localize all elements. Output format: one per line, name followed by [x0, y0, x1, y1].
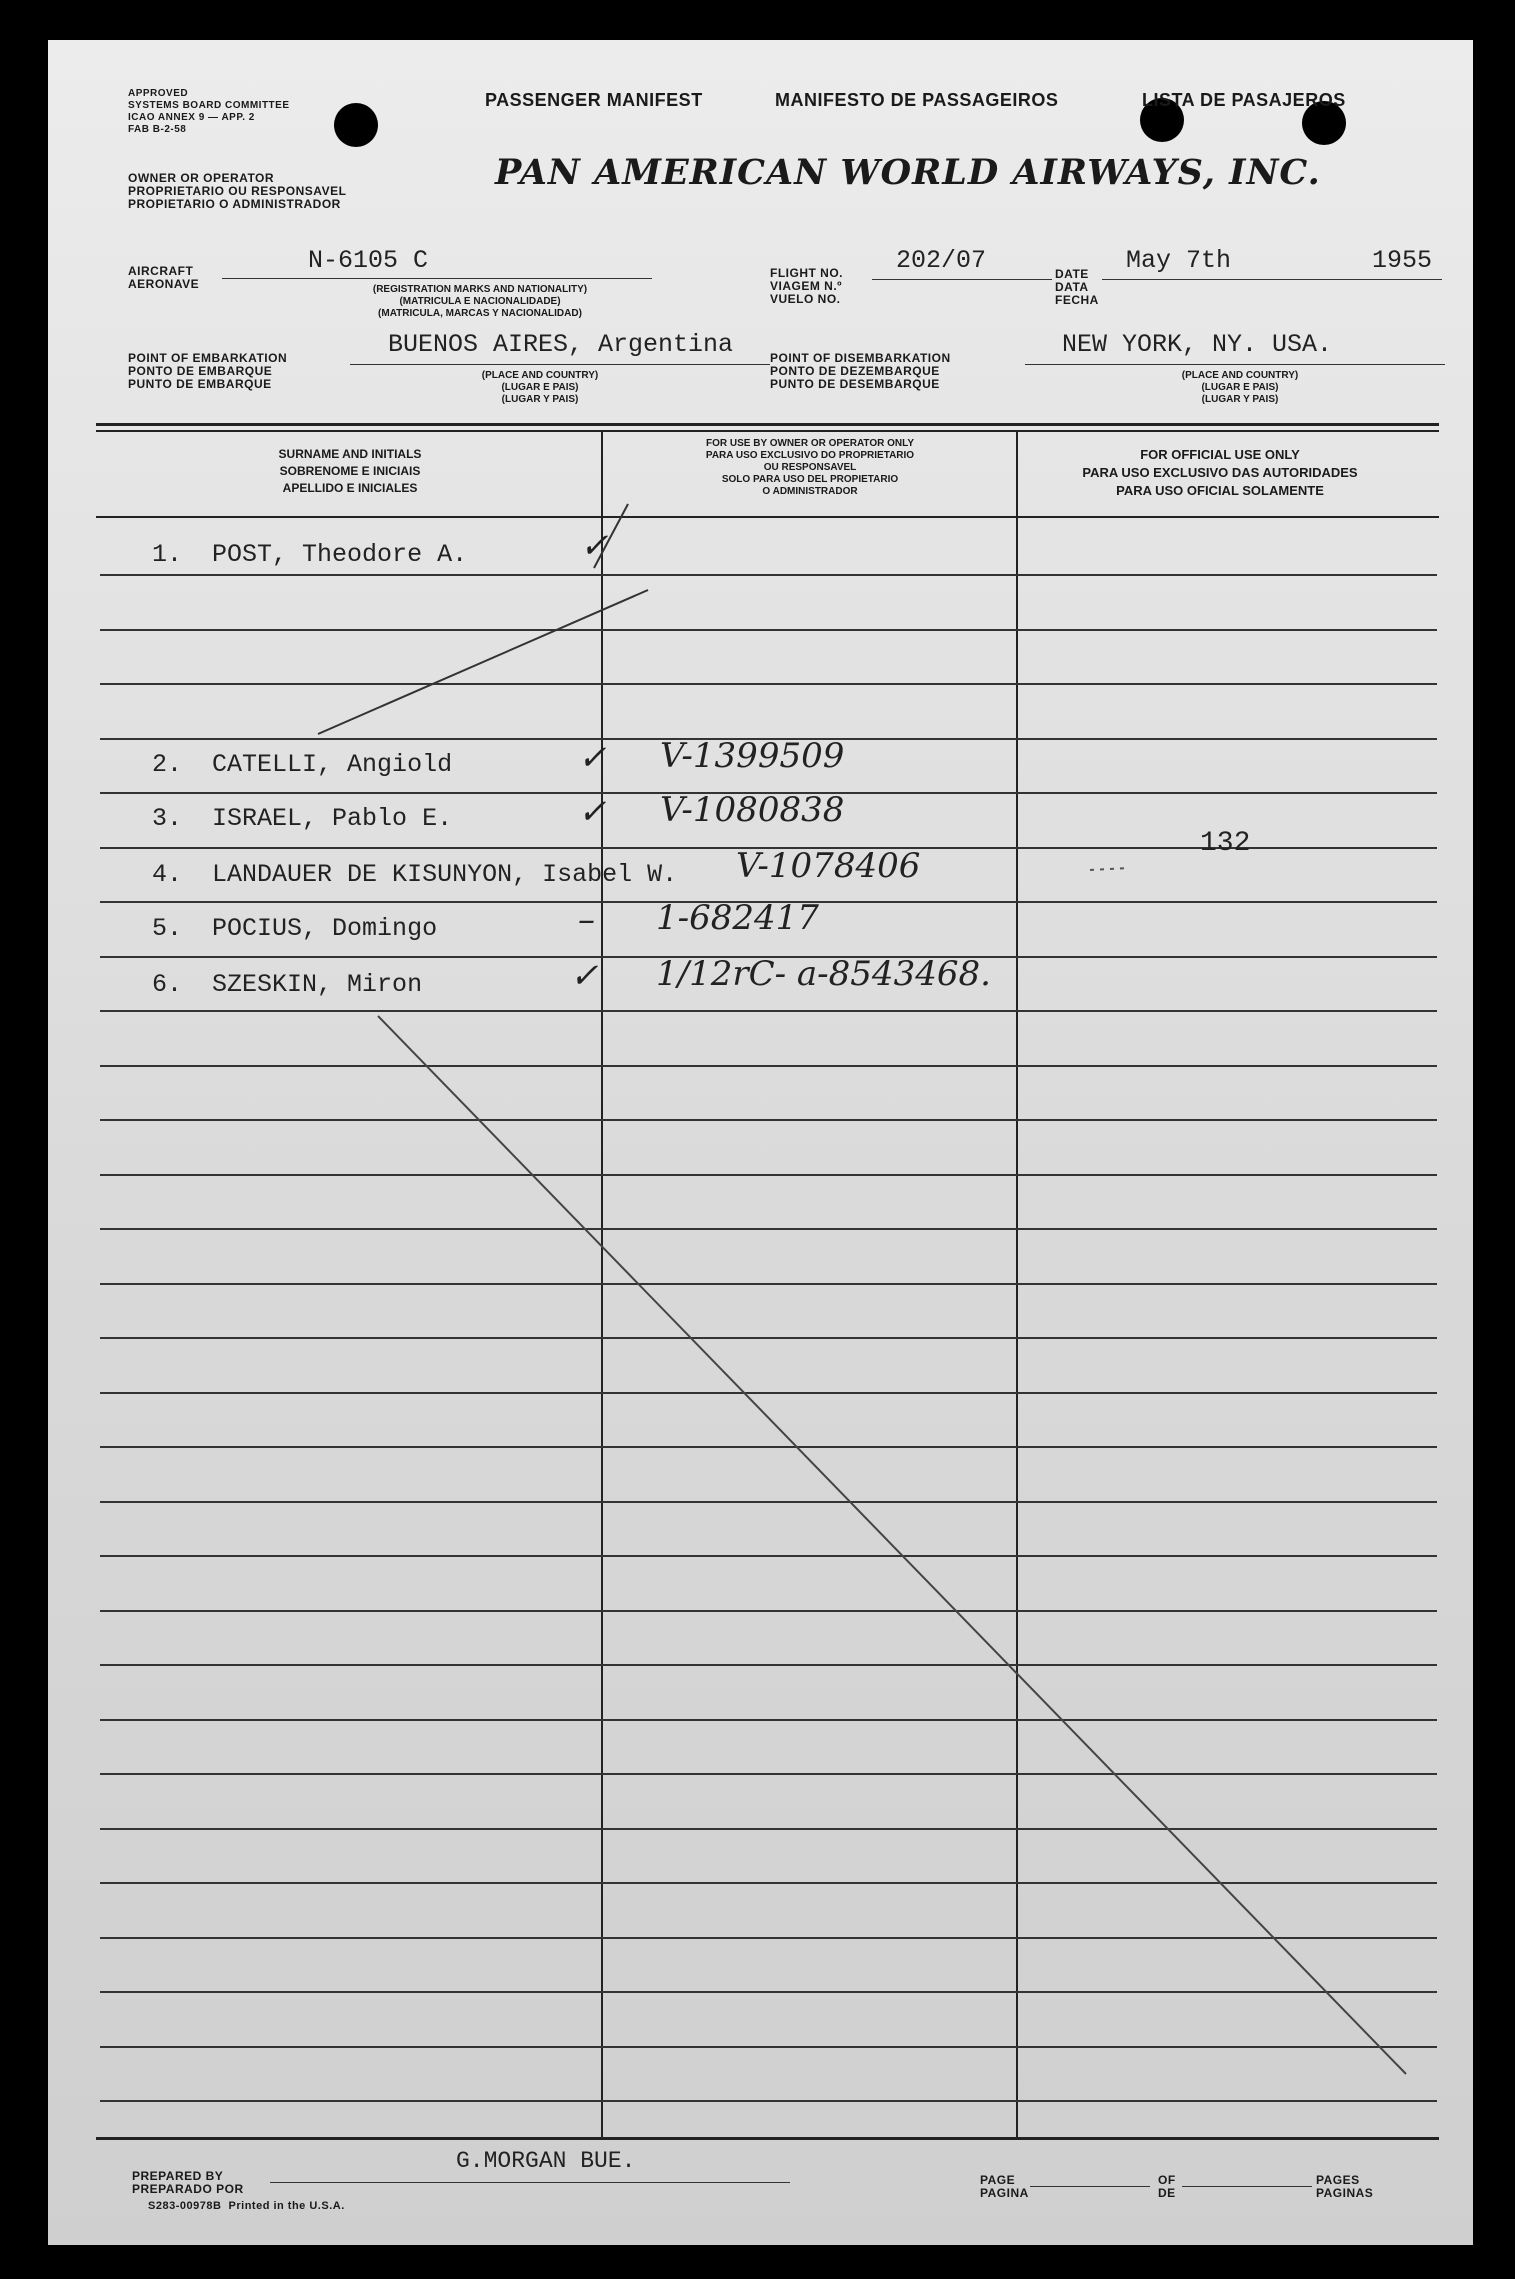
dash-mark: – — [578, 900, 595, 940]
date-label-es: FECHA — [1055, 293, 1099, 307]
pages-labels — [1316, 2174, 1373, 2200]
col-official-pt: PARA USO EXCLUSIVO DAS AUTORIDADES — [1082, 465, 1358, 480]
flight-label-pt: VIAGEM N.º — [770, 279, 843, 293]
check-mark: ✓ — [580, 526, 609, 566]
registration-label-es: (MATRICULA, MARCAS Y NACIONALIDAD) — [378, 308, 582, 319]
aircraft-label-en: AIRCRAFT — [128, 264, 194, 278]
col-operator-5: O ADMINISTRADOR — [762, 486, 858, 497]
aircraft-label-pt: AERONAVE — [128, 277, 200, 291]
year-value: 1955 — [1372, 246, 1433, 275]
owner-label-en: OWNER OR OPERATOR — [128, 171, 275, 185]
operator-note: V-1399509 — [660, 736, 845, 776]
passenger-name: SZESKIN, Miron — [212, 970, 423, 999]
col-operator-1: FOR USE BY OWNER OR OPERATOR ONLY — [706, 438, 914, 449]
title-en: PASSENGER MANIFEST — [485, 90, 703, 110]
flight-label-en: FLIGHT NO. — [770, 266, 843, 280]
operator-note: V-1078406 — [736, 846, 921, 886]
form-number-line — [148, 2200, 345, 2213]
place-label-pt: (LUGAR E PAIS) — [1201, 382, 1279, 393]
row-number: 6. — [152, 970, 183, 999]
official-note: 132 — [1200, 828, 1251, 859]
row-number: 2. — [152, 750, 183, 779]
disembark-label-es: PUNTO DE DESEMBARQUE — [770, 377, 940, 391]
check-mark: ✓ — [578, 792, 607, 832]
col-operator-2: PARA USO EXCLUSIVO DO PROPRIETARIO — [705, 450, 915, 461]
passenger-name: POST, Theodore A. — [212, 540, 468, 569]
passenger-name: POCIUS, Domingo — [212, 914, 438, 943]
place-label-es: (LUGAR Y PAIS) — [1201, 394, 1279, 405]
row-number: 1. — [152, 540, 183, 569]
check-mark: ✓ — [578, 738, 607, 778]
prepared-line — [270, 2182, 790, 2183]
place-label-pt: (LUGAR E PAIS) — [501, 382, 579, 393]
date-label-en: DATE — [1055, 267, 1089, 281]
passenger-name: LANDAUER DE KISUNYON, Isabel W. — [212, 860, 678, 889]
check-tail — [594, 504, 628, 568]
approval-line: SYSTEMS BOARD COMMITTEE — [128, 100, 290, 111]
page-label-es: PAGINA — [980, 2186, 1029, 2200]
disembarkation-value: NEW YORK, NY. USA. — [1062, 330, 1333, 359]
disembark-label-pt: PONTO DE DEZEMBARQUE — [770, 364, 940, 378]
col-operator-3: OU RESPONSAVEL — [763, 462, 857, 473]
embark-label-en: POINT OF EMBARKATION — [128, 351, 288, 365]
pages-label-es: PAGINAS — [1316, 2186, 1374, 2200]
approval-line: FAB B-2-58 — [128, 124, 187, 135]
col-official-es: PARA USO OFICIAL SOLAMENTE — [1116, 483, 1324, 498]
strike-line-diagonal — [378, 1016, 1406, 2074]
date-value: May 7th — [1126, 246, 1232, 275]
col-operator-4: SOLO PARA USO DEL PROPIETARIO — [721, 474, 899, 485]
owner-label-pt: PROPRIETARIO OU RESPONSAVEL — [128, 184, 347, 198]
disembark-label-en: POINT OF DISEMBARKATION — [770, 351, 951, 365]
check-mark: ✓ — [570, 956, 599, 996]
place-label-en: (PLACE AND COUNTRY) — [481, 370, 599, 381]
prepared-by-value: G.MORGAN BUE. — [456, 2148, 636, 2174]
col-names-es: APELLIDO E INICIALES — [282, 481, 418, 495]
of-labels — [1158, 2174, 1176, 2200]
page-labels — [980, 2174, 1029, 2200]
page-label-en: PAGE — [980, 2173, 1016, 2187]
col-names-en: SURNAME AND INITIALS — [278, 447, 422, 461]
title-pt: MANIFESTO DE PASSAGEIROS — [775, 90, 1059, 110]
printed-note: Printed in the U.S.A. — [228, 2200, 345, 2212]
operator-note: 1/12rC- a-8543468. — [656, 954, 991, 994]
embarkation-value: BUENOS AIRES, Argentina — [388, 330, 734, 359]
row-number: 5. — [152, 914, 183, 943]
place-label-es: (LUGAR Y PAIS) — [501, 394, 579, 405]
operator-note: V-1080838 — [660, 790, 845, 830]
passenger-name: CATELLI, Angiold — [212, 750, 453, 779]
row-number: 4. — [152, 860, 183, 889]
place-label-en: (PLACE AND COUNTRY) — [1181, 370, 1299, 381]
company-name: PAN AMERICAN WORLD AIRWAYS, INC. — [495, 152, 1321, 193]
aircraft-value: N-6105 C — [308, 246, 429, 275]
form-number: S283-00978B — [148, 2200, 222, 2212]
flight-label-es: VUELO NO. — [770, 292, 841, 306]
owner-label-es: PROPIETARIO O ADMINISTRADOR — [128, 197, 341, 211]
approval-line: ICAO ANNEX 9 — APP. 2 — [128, 112, 255, 123]
prepared-labels — [132, 2170, 244, 2196]
registration-label-en: (REGISTRATION MARKS AND NATIONALITY) — [372, 284, 588, 295]
flight-number: 202/07 — [896, 246, 987, 275]
of-label-es: DE — [1158, 2186, 1176, 2200]
of-label-en: OF — [1158, 2173, 1176, 2187]
row-number: 3. — [152, 804, 183, 833]
embark-label-pt: PONTO DE EMBARQUE — [128, 364, 273, 378]
prepared-label-es: PREPARADO POR — [132, 2182, 244, 2196]
col-names-pt: SOBRENOME E INICIAIS — [279, 464, 421, 478]
date-label-pt: DATA — [1055, 280, 1089, 294]
col-official-en: FOR OFFICIAL USE ONLY — [1140, 447, 1300, 462]
operator-note: 1-682417 — [656, 898, 819, 938]
passenger-name: ISRAEL, Pablo E. — [212, 804, 453, 833]
embark-label-es: PUNTO DE EMBARQUE — [128, 377, 272, 391]
page-line — [1030, 2186, 1150, 2187]
approval-line: APPROVED — [128, 88, 189, 99]
title-es: LISTA DE PASAJEROS — [1142, 90, 1346, 110]
dot-marks — [1090, 868, 1130, 870]
pages-label-en: PAGES — [1316, 2173, 1360, 2187]
registration-label-pt: (MATRICULA E NACIONALIDADE) — [399, 296, 561, 307]
of-line — [1182, 2186, 1312, 2187]
strike-line-upper — [318, 590, 648, 734]
prepared-label-en: PREPARED BY — [132, 2169, 224, 2183]
